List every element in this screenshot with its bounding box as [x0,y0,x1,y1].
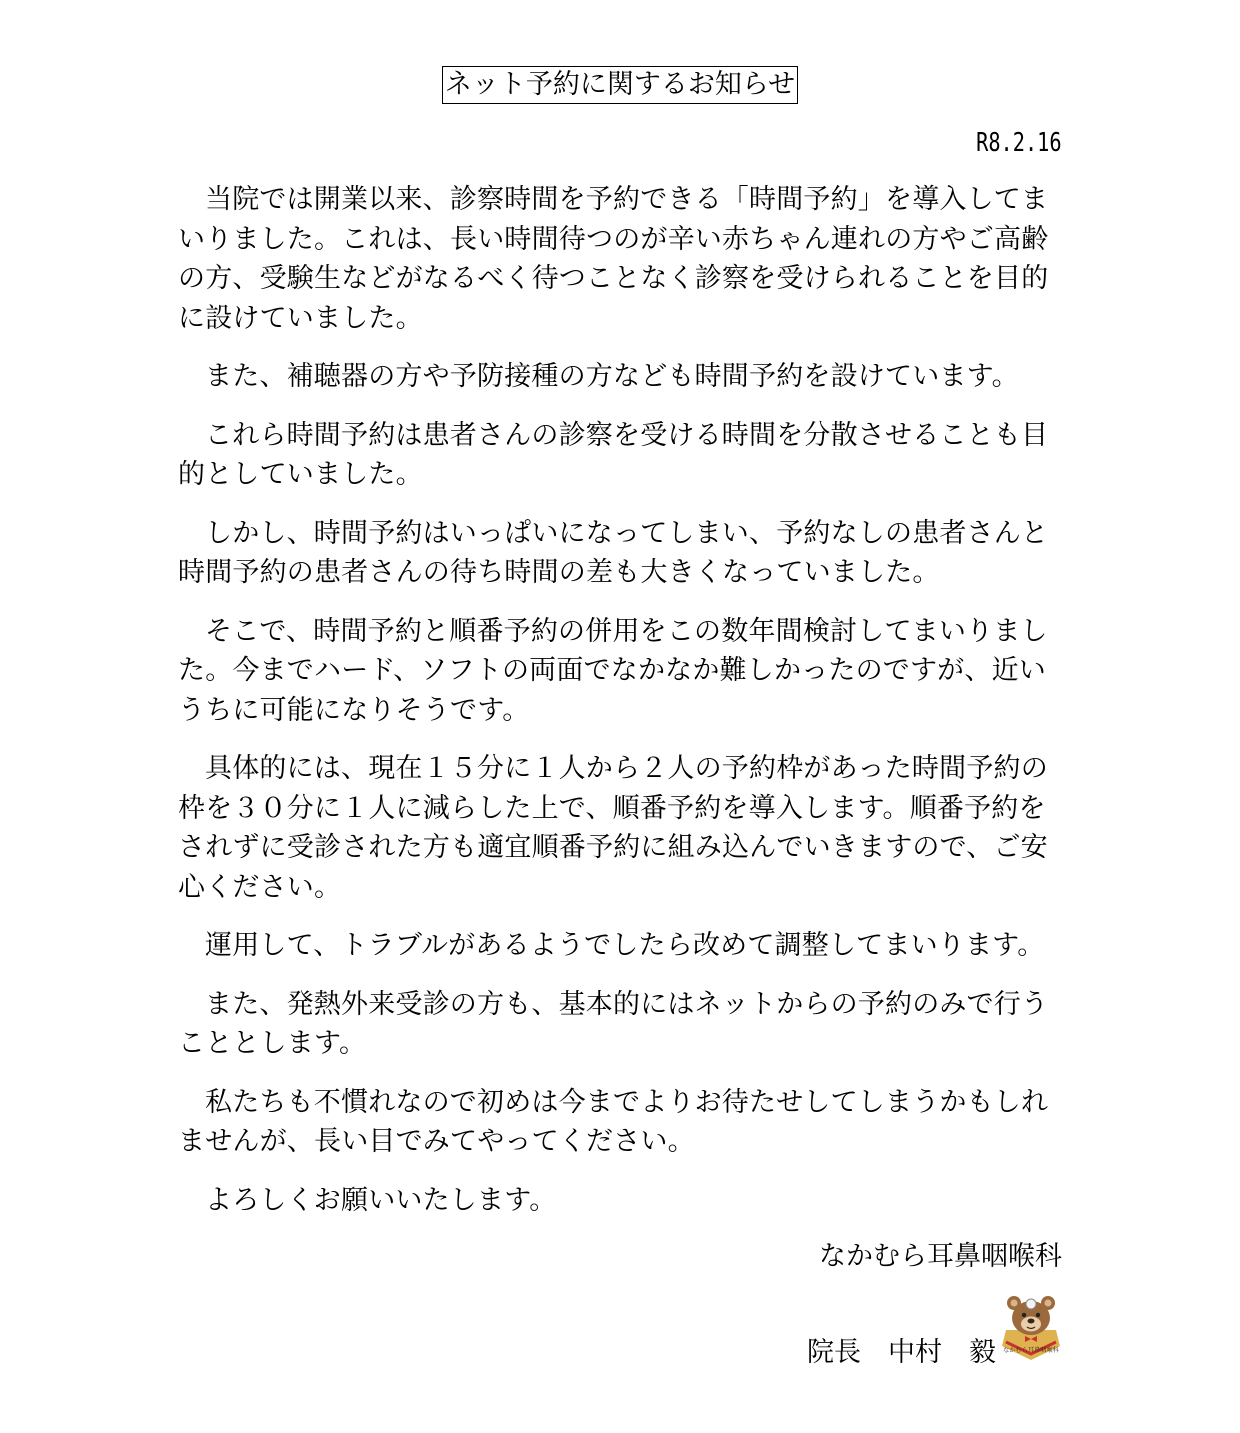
paragraph: これら時間予約は患者さんの診察を受ける時間を分散させることも目的としていました。 [178,419,1049,490]
clinic-name: なかむら耳鼻咽喉科 [819,1241,1062,1272]
paragraph: しかし、時間予約はいっぱいになってしまい、予約なしの患者さんと時間予約の患者さんの待ち時間の差も大きくなっていました。 [178,517,1049,588]
paragraph: そこで、時間予約と順番予約の併用をこの数年間検討してまいりました。今までハード、ソフトの両面でなかなか難しかったのですが、近いうちに可能になりそうです。 [178,615,1048,726]
notice-title: ネット予約に関するお知らせ [442,66,798,104]
notice-date: R8.2.16 [976,128,1062,158]
notice-body [178,180,1058,1239]
paragraph: 運用して、トラブルがあるようでしたら改めて調整してまいります。 [205,930,1045,961]
director-signature: 院長 中村 毅 [807,1337,996,1368]
paragraph: また、補聴器の方や予防接種の方なども時間予約を設けています。 [205,361,1019,392]
logo-text: なかむら耳鼻咽喉科 [1003,1347,1059,1354]
paragraph: また、発熱外来受診の方も、基本的にはネットからの予約のみで行うこととします。 [178,988,1049,1059]
paragraph: よろしくお願いいたします。 [205,1184,557,1216]
paragraph: 具体的には、現在１５分に１人から２人の予約枠があった時間予約の枠を３０分に１人に減らした上で、順番予約を導入します。順番予約をされずに受診された方も適宜順番予約に組み込んでいきますので、ご安心ください。 [178,753,1048,903]
paragraph: 当院では開業以来、診察時間を予約できる「時間予約」を導入してまいりました。これは、長い時間待つのが辛い赤ちゃん連れの方やご高齢の方、受験生などがなるべく待つことなく診察を受けられることを目的に設けていました。 [178,184,1049,334]
clinic-logo-icon [996,1290,1066,1366]
title-area [0,66,1240,104]
paragraph: 私たちも不慣れなので初めは今までよりお待たせしてしまうかもしれませんが、長い目でみてやってください。 [178,1086,1049,1157]
